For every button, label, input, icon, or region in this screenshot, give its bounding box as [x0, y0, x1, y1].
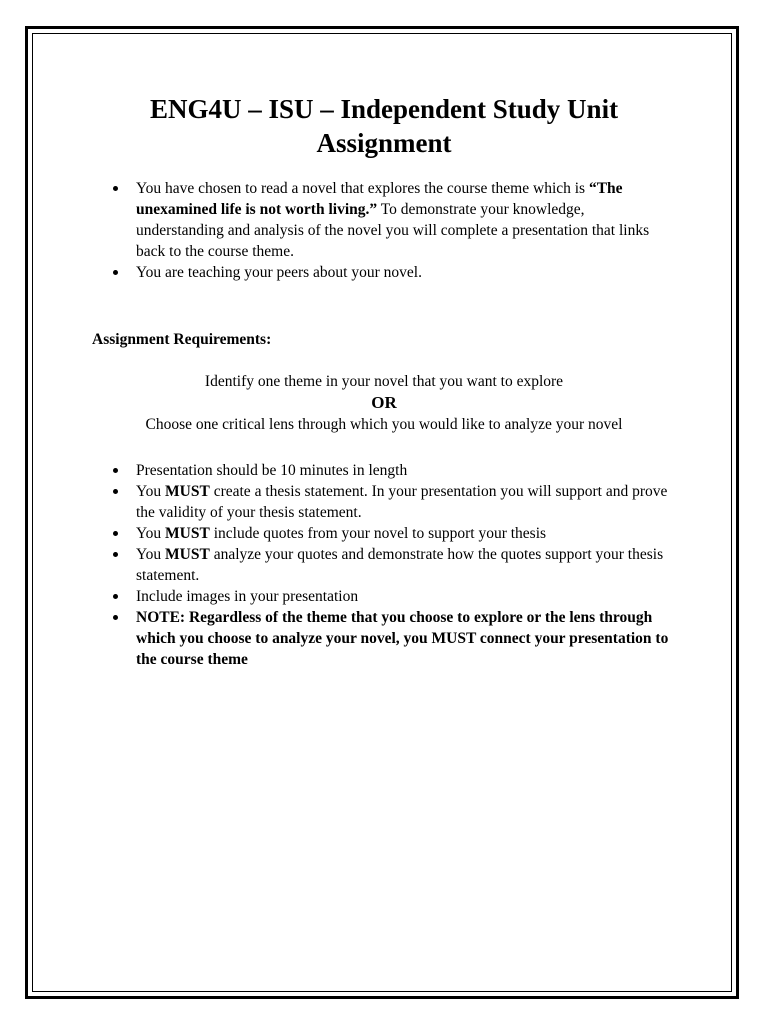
requirement-images-text: Include images in your presentation — [136, 588, 359, 605]
bullet-icon — [113, 615, 118, 620]
bullet-icon — [113, 594, 118, 599]
bullet-icon — [113, 270, 118, 275]
bullet-icon — [113, 489, 118, 494]
document-title-line1: ENG4U – ISU – Independent Study Unit — [149, 94, 619, 124]
requirement-note-text: NOTE: Regardless of the theme that you choose to explore or the lens through which you choose to analyze your novel, you MUST connect your presentation to the course theme — [136, 609, 669, 668]
intro-item-teaching — [110, 262, 670, 283]
bullet-icon — [113, 468, 118, 473]
requirement-quotes-must: MUST — [165, 525, 210, 542]
document-title-line2: Assignment — [316, 128, 452, 158]
intro-item-novel-theme — [110, 178, 670, 262]
requirement-quotes-post: include quotes from your novel to support your thesis — [209, 525, 547, 542]
requirement-thesis-pre: You — [136, 483, 166, 500]
option-theme: Identify one theme in your novel that you want to explore — [204, 373, 564, 390]
intro-item-teaching-text: You are teaching your peers about your novel. — [136, 264, 422, 281]
bullet-icon — [113, 552, 118, 557]
requirement-quotes-pre: You — [136, 525, 166, 542]
bullet-icon — [113, 531, 118, 536]
course-theme-quote: “The unexamined life is not worth living.” — [136, 180, 623, 218]
requirement-images — [110, 586, 690, 607]
requirement-analyze-post: analyze your quotes and demonstrate how the quotes support your thesis statement. — [136, 546, 664, 584]
requirement-note — [110, 607, 690, 670]
intro-item-text-b: To demonstrate your knowledge, understanding and analysis of the novel you will complete a presentation that links back to the course theme. — [136, 201, 650, 260]
requirement-analyze — [110, 544, 690, 586]
requirement-analyze-pre: You — [136, 546, 166, 563]
bullet-icon — [113, 186, 118, 191]
requirement-length-text: Presentation should be 10 minutes in length — [136, 462, 408, 479]
option-critical-lens: Choose one critical lens through which you would like to analyze your novel — [145, 416, 623, 433]
requirement-thesis-post: create a thesis statement. In your presentation you will support and prove the validity of your thesis statement. — [136, 483, 668, 521]
intro-item-text-a: You have chosen to read a novel that explores the course theme which is — [136, 180, 589, 197]
intro-list — [110, 178, 670, 283]
requirements-heading: Assignment Requirements: — [92, 331, 272, 348]
option-or: OR — [371, 393, 397, 412]
requirements-list — [110, 460, 690, 670]
requirement-thesis — [110, 481, 690, 523]
requirement-quotes — [110, 523, 690, 544]
requirement-analyze-must: MUST — [165, 546, 210, 563]
requirement-thesis-must: MUST — [165, 483, 210, 500]
requirement-length — [110, 460, 690, 481]
